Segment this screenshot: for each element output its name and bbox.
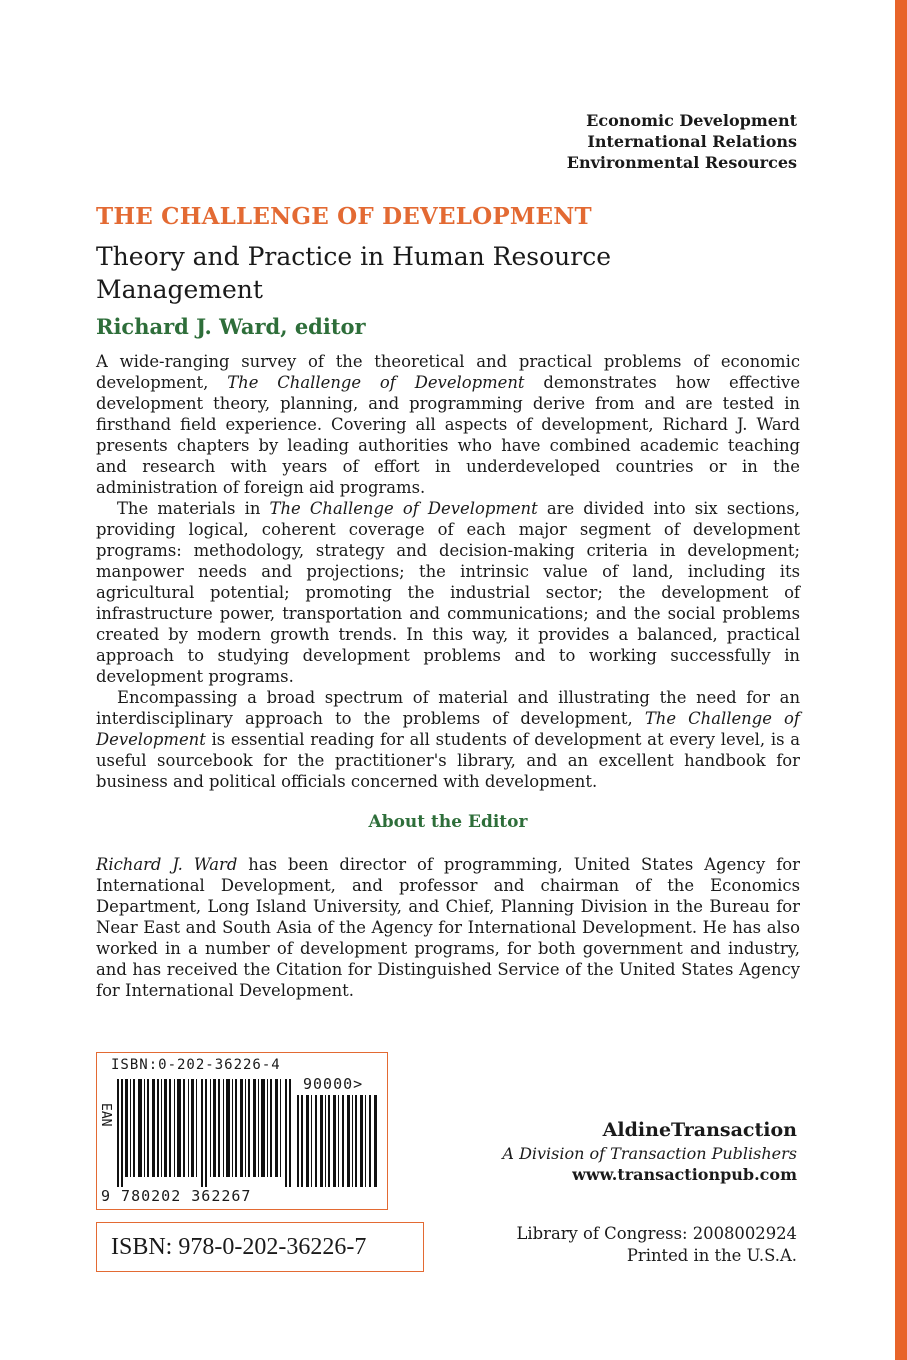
barcode-price-code: 90000> [303,1075,364,1093]
text-run: is essential reading for all students of development at every level, is a useful sourcebook for the practitioner's library, and an excellent handbook for business and political officials concerned with development. [96,730,800,791]
description-paragraph [96,687,800,792]
subject-item: Environmental Resources [566,153,797,172]
barcode-bars [117,1079,293,1187]
barcode-digits: 9 780202 362267 [101,1187,252,1205]
book-title-reference: The Challenge of Development [96,709,800,749]
book-title: THE CHALLENGE OF DEVELOPMENT [96,203,592,230]
about-paragraph [96,854,800,1001]
text-run: demonstrates how effective development theory, planning, and programming derive from and are tested in firsthand field experience. Covering all aspects of development, Richard J. Ward presents chapters by leading authorities who have combined academic teaching and research with years of effort in underdeveloped countries or in the administration of foreign aid programs. [96,373,801,497]
text-run: A wide-ranging survey of the theoretical and practical problems of economic development, [96,352,800,392]
printed-in: Printed in the U.S.A. [626,1246,797,1265]
barcode-addon-bars [297,1095,381,1187]
text-run: Encompassing a broad spectrum of material and illustrating the need for an interdisciplinary approach to the problems of development, [96,688,800,728]
isbn-box: ISBN: 978-0-202-36226-7 [96,1222,424,1272]
publisher-name: AldineTransaction [602,1119,797,1141]
description [96,351,800,792]
book-title-reference: The Challenge of Development [227,373,525,392]
editor-credit: Richard J. Ward, editor [96,314,366,339]
library-of-congress: Library of Congress: 2008002924 [516,1224,797,1243]
imprint-block [516,1223,797,1267]
barcode-box [96,1052,388,1210]
description-paragraph [96,351,800,498]
subject-item: International Relations [587,132,797,151]
book-subtitle: Theory and Practice in Human Resource Management [96,242,612,304]
spine-stripe [895,0,907,1360]
subject-categories [567,110,797,173]
text-run: The materials in [117,499,270,518]
text-run: has been director of programming, United States Agency for International Development, and professor and chairman of the Economics Department, Long Island University, and Chief, Planning Division in the Bureau for Near East and South Asia of the Agency for International Development. He has also worked in a number of development programs, for both government and industry, and has received the Citation for Distinguished Service of the United States Agency for International Development. [96,855,800,1000]
text-run: are divided into six sections, providing logical, coherent coverage of each major segment of development programs: methodology, strategy and decision-making criteria in development; manpower needs and projections; the intrinsic value of land, including its agricultural potential; promoting the industrial sector; the development of infrastructure power, transportation and communications; and the social problems created by modern growth trends. In this way, it provides a balanced, practical approach to studying development problems and to working successfully in development programs. [96,499,800,686]
book-title-reference: The Challenge of Development [269,499,538,518]
about-editor-heading: About the Editor [368,812,528,832]
subject-item: Economic Development [586,111,797,130]
description-paragraph [96,498,800,687]
publisher-url[interactable]: www.transactionpub.com [572,1165,797,1184]
editor-name: Richard J. Ward [96,855,238,874]
barcode-isbn-label: ISBN:0-202-36226-4 [111,1057,281,1073]
about-editor-text [96,854,800,1001]
publisher-block [502,1117,797,1185]
barcode-ean-label: EAN [98,1103,113,1127]
publisher-division: A Division of Transaction Publishers [502,1144,797,1163]
